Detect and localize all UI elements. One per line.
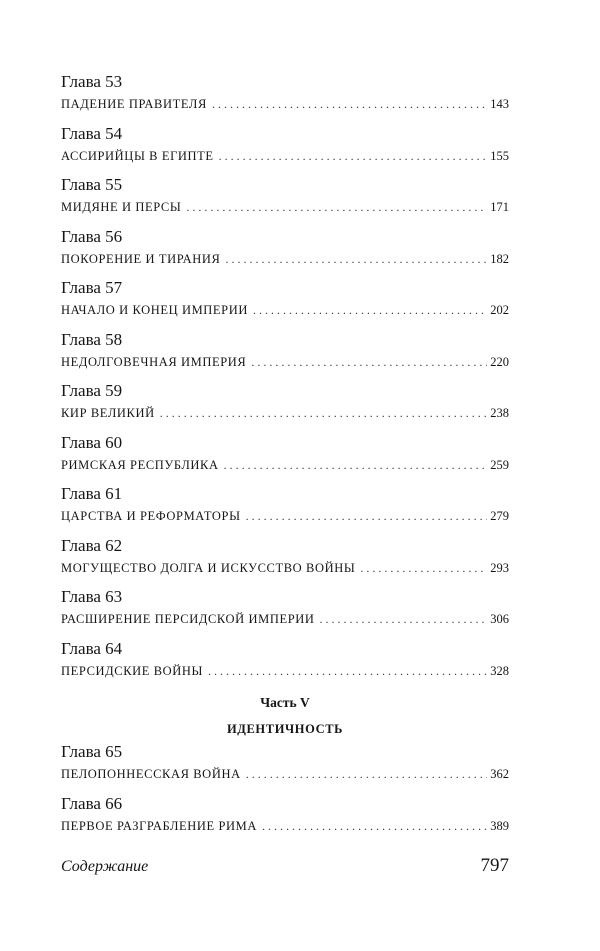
chapter-label: Глава 53 [61, 72, 123, 91]
chapter-label: Глава 56 [61, 226, 123, 246]
page-number: 220 [490, 354, 509, 369]
toc-row[interactable] [61, 456, 509, 474]
toc-row[interactable] [61, 610, 509, 628]
chapter-title: НАЧАЛО И КОНЕЦ ИМПЕРИИ [61, 303, 248, 317]
toc-entry-64 [61, 639, 509, 691]
toc-row[interactable] [61, 817, 509, 835]
table-of-contents [61, 72, 509, 845]
dot-leader [224, 456, 488, 474]
chapter-title: МИДЯНЕ И ПЕРСЫ [61, 200, 182, 214]
toc-entry-66 [61, 794, 509, 846]
dot-leader [246, 507, 488, 525]
chapter-label: Глава 63 [61, 587, 123, 606]
dot-leader [219, 147, 488, 165]
toc-row[interactable] [61, 559, 509, 577]
chapter-label: Глава 60 [61, 432, 123, 452]
dot-leader [208, 662, 487, 680]
toc-entry-55 [61, 175, 509, 227]
chapter-title: ПЕРВОЕ РАЗГРАБЛЕНИЕ РИМА [61, 818, 257, 833]
dot-leader [212, 95, 487, 113]
running-footer-label: Содержание [61, 858, 149, 875]
page-number: 279 [490, 509, 509, 523]
page-number: 182 [490, 251, 509, 266]
dot-leader [360, 559, 487, 577]
toc-entry-58 [61, 330, 509, 382]
toc-entry-56 [61, 227, 509, 279]
page-number: 155 [490, 148, 509, 163]
toc-row[interactable] [61, 353, 509, 371]
chapter-label: Глава 65 [61, 742, 123, 761]
page-number: 362 [490, 767, 509, 781]
dot-leader [320, 610, 488, 628]
chapter-label: Глава 54 [61, 123, 123, 143]
dot-leader [262, 817, 487, 835]
chapter-title: ПЕЛОПОННЕССКАЯ ВОЙНА [61, 767, 241, 781]
chapter-label: Глава 58 [61, 329, 123, 349]
chapter-label: Глава 66 [61, 793, 123, 813]
page-number: 238 [490, 406, 509, 420]
dot-leader [160, 404, 488, 422]
page-number: 202 [490, 303, 509, 317]
part-heading: Часть V [260, 695, 310, 710]
toc-row[interactable] [61, 507, 509, 525]
toc-entry-57 [61, 278, 509, 330]
chapter-label: Глава 59 [61, 381, 123, 400]
part-title: ИДЕНТИЧНОСТЬ [226, 722, 344, 736]
page-number: 171 [490, 200, 509, 214]
chapter-label: Глава 64 [61, 638, 123, 658]
toc-entry-61 [61, 484, 509, 536]
toc-entry-53 [61, 72, 509, 124]
toc-entry-63 [61, 587, 509, 639]
chapter-title: ПОКОРЕНИЕ И ТИРАНИЯ [61, 251, 221, 266]
toc-entry-54 [61, 124, 509, 176]
dot-leader [246, 765, 488, 783]
toc-row[interactable] [61, 250, 509, 268]
toc-row[interactable] [61, 662, 509, 680]
chapter-label: Глава 61 [61, 484, 123, 503]
dot-leader [186, 198, 487, 216]
chapter-title: ПАДЕНИЕ ПРАВИТЕЛЯ [61, 97, 207, 111]
chapter-title: МОГУЩЕСТВО ДОЛГА И ИСКУССТВО ВОЙНЫ [61, 560, 356, 575]
dot-leader [251, 353, 487, 371]
chapter-title: НЕДОЛГОВЕЧНАЯ ИМПЕРИЯ [61, 354, 247, 369]
page-number: 293 [490, 560, 509, 575]
page-number: 143 [490, 97, 509, 111]
toc-row[interactable] [61, 95, 509, 113]
toc-row[interactable] [61, 147, 509, 165]
page-footer [61, 855, 509, 877]
page-number: 259 [490, 457, 509, 472]
chapter-title: РАСШИРЕНИЕ ПЕРСИДСКОЙ ИМПЕРИИ [61, 612, 315, 626]
toc-entry-62 [61, 536, 509, 588]
toc-entry-60 [61, 433, 509, 485]
chapter-title: КИР ВЕЛИКИЙ [61, 406, 155, 420]
toc-row[interactable] [61, 198, 509, 216]
page-number: 328 [490, 663, 509, 678]
dot-leader [253, 301, 487, 319]
page-number: 306 [490, 612, 509, 626]
chapter-label: Глава 55 [61, 175, 123, 194]
toc-row[interactable] [61, 301, 509, 319]
chapter-label: Глава 57 [61, 278, 123, 297]
toc-row[interactable] [61, 765, 509, 783]
page-number: 389 [490, 818, 509, 833]
folio-page-number: 797 [480, 855, 509, 876]
chapter-title: РИМСКАЯ РЕСПУБЛИКА [61, 457, 219, 472]
chapter-label: Глава 62 [61, 535, 123, 555]
chapter-title: ЦАРСТВА И РЕФОРМАТОРЫ [61, 509, 241, 523]
toc-row[interactable] [61, 404, 509, 422]
toc-entry-59 [61, 381, 509, 433]
toc-entry-65 [61, 742, 509, 794]
chapter-title: АССИРИЙЦЫ В ЕГИПТЕ [61, 148, 214, 163]
dot-leader [226, 250, 488, 268]
chapter-title: ПЕРСИДСКИЕ ВОЙНЫ [61, 663, 204, 678]
